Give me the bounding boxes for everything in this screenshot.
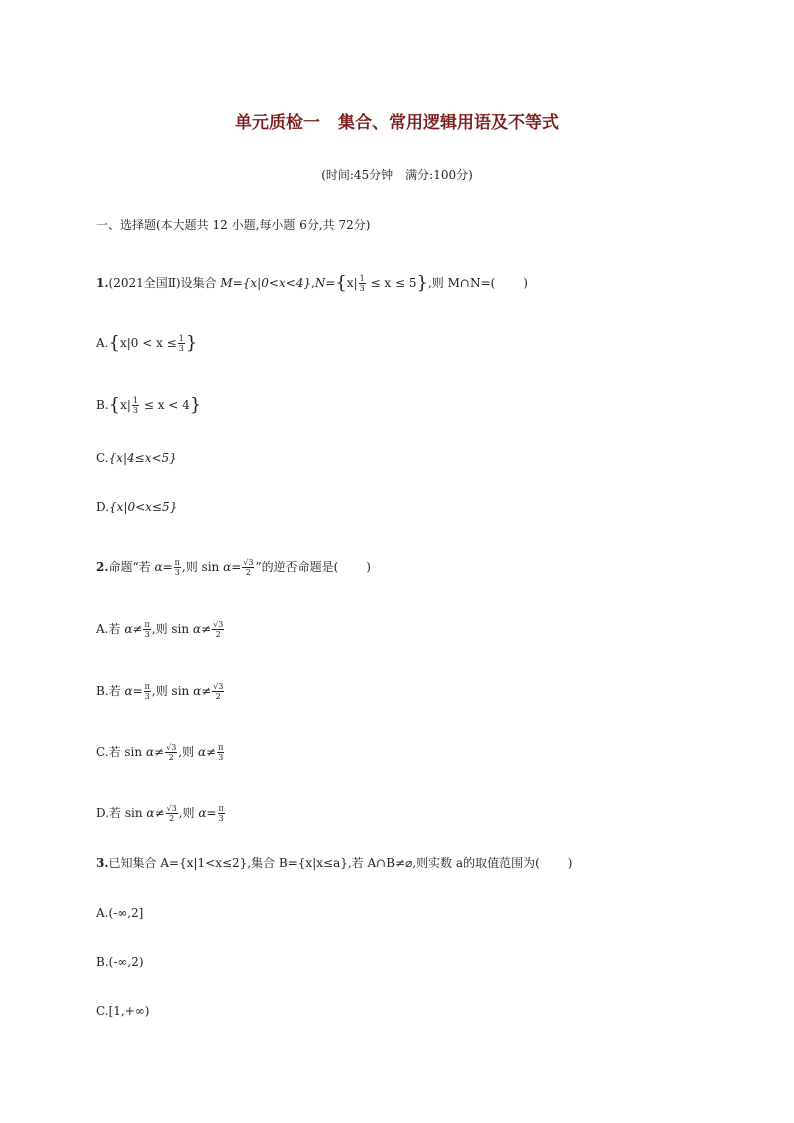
question-text: ,则 M∩N=( (427, 276, 496, 290)
question-text: ”的逆否命题是( (255, 560, 339, 574)
option-text: ,则 (178, 806, 199, 820)
numerator: π (174, 558, 180, 567)
not-equal-sign: ≠ (154, 806, 165, 820)
close-paren: ) (523, 276, 528, 290)
fraction (178, 334, 185, 353)
option-text: 若 (108, 684, 125, 698)
fraction (212, 682, 224, 701)
numerator: π (218, 804, 224, 813)
not-equal-sign: ≠ (132, 622, 143, 636)
option-label: D. (96, 806, 110, 820)
numerator: π (144, 620, 150, 629)
question-text: 已知集合 A={x|1<x≤2},集合 B={x|x≤a},若 A∩B≠⌀,则实数 a的取值范围为( (108, 856, 540, 870)
numerator: 1 (359, 274, 365, 283)
equals-sign: = (162, 560, 173, 574)
option-3a (96, 907, 143, 919)
option-1b: B.{x| $\frac{1}{3}$ ≤ x < 4} (96, 394, 202, 416)
fraction (132, 396, 139, 415)
numerator: √3 (213, 620, 224, 629)
option-text: 若 (108, 622, 125, 636)
option-text: 0 < x ≤ (130, 336, 177, 350)
option-1c (96, 452, 177, 464)
denominator: 2 (169, 814, 175, 823)
comma: , (310, 276, 315, 290)
question-number: 1. (96, 276, 109, 290)
fraction (166, 804, 178, 823)
right-brace: } (189, 394, 202, 416)
option-text: ,则 (178, 745, 198, 759)
option-label: D. (96, 500, 110, 514)
left-brace: { (108, 332, 120, 354)
option-text: 若 sin (108, 745, 146, 759)
denominator: 3 (144, 692, 150, 701)
numerator: √3 (166, 743, 177, 752)
option-1a: A.{x|0 < x ≤ $\frac{1}{3}$ } (96, 332, 198, 354)
option-3b (96, 956, 144, 968)
not-equal-sign: ≠ (201, 684, 212, 698)
denominator: 3 (218, 814, 224, 823)
fraction (144, 682, 151, 701)
alpha-symbol: α (198, 806, 207, 820)
left-brace: { (108, 394, 121, 416)
denominator: 2 (215, 692, 221, 701)
section-heading: 一、选择题(本大题共 12 小题,每小题 6分,共 72分) (96, 218, 371, 232)
option-text: ,则 sin (151, 684, 194, 698)
close-paren: ) (366, 560, 371, 574)
fraction (165, 743, 177, 762)
denominator: 3 (178, 344, 184, 353)
denominator: 2 (168, 753, 174, 762)
option-label: C. (96, 745, 109, 759)
numerator: 1 (178, 334, 184, 343)
question-source: (2021全国Ⅱ)设集合 (108, 276, 221, 290)
option-label: B. (96, 684, 109, 698)
denominator: 3 (132, 406, 139, 415)
denominator: 3 (218, 753, 224, 762)
alpha-symbol: α (197, 745, 207, 759)
option-1d (96, 501, 177, 513)
equals-sign: = (231, 560, 242, 574)
question-number: 2. (96, 560, 109, 574)
set-n-label: N= (314, 276, 336, 290)
alpha-symbol: α (154, 560, 163, 574)
option-text: (-∞,2] (108, 906, 144, 920)
option-text: 若 sin (109, 806, 147, 820)
equals-sign: = (132, 684, 143, 698)
option-label: A. (96, 906, 109, 920)
denominator: 3 (174, 568, 180, 577)
fraction (217, 743, 224, 762)
option-3c (96, 1005, 149, 1017)
fraction (359, 274, 366, 293)
fraction (242, 558, 254, 577)
alpha-symbol: α (193, 684, 202, 698)
numerator: 1 (132, 396, 139, 405)
question-3 (96, 857, 572, 869)
alpha-symbol: α (223, 560, 232, 574)
set-m: M={x|0<x<4} (220, 276, 311, 290)
option-label: B. (96, 398, 109, 412)
numerator: √3 (166, 804, 177, 813)
alpha-symbol: α (145, 745, 155, 759)
denominator: 2 (245, 568, 251, 577)
option-text: [1,+∞) (108, 1004, 150, 1018)
page-title (0, 108, 794, 133)
fraction (143, 620, 150, 639)
not-equal-sign: ≠ (206, 745, 217, 759)
option-text: {x|4≤x<5} (108, 451, 177, 465)
not-equal-sign: ≠ (154, 745, 165, 759)
alpha-symbol: α (146, 806, 155, 820)
option-2b (96, 682, 225, 701)
variable: x (120, 398, 127, 412)
option-label: B. (96, 955, 109, 969)
right-brace: } (185, 332, 198, 354)
variable: x (119, 336, 127, 350)
question-text: ,则 sin (181, 560, 224, 574)
option-2d (96, 804, 226, 823)
option-label: A. (96, 336, 109, 350)
question-1: 1.(2021全国Ⅱ)设集合 M={x|0<x<4},N={x| $\frac{1}{3}$ ≤ x ≤ 5},则 M∩N=( ) (96, 272, 528, 294)
option-2a (96, 620, 225, 639)
option-text: ≤ x < 4 (143, 398, 190, 412)
option-label: C. (96, 1004, 109, 1018)
right-brace: } (416, 272, 428, 294)
close-paren: ) (567, 856, 573, 870)
denominator: 2 (215, 630, 221, 639)
alpha-symbol: α (124, 684, 133, 698)
title-main: 单元质检一 (235, 113, 320, 133)
option-label: A. (96, 622, 109, 636)
denominator: 3 (359, 284, 365, 293)
alpha-symbol: α (192, 622, 202, 636)
question-text: 命题“若 (108, 560, 155, 574)
fraction (212, 620, 224, 639)
set-n-range: ≤ x ≤ 5 (370, 276, 417, 290)
left-brace: { (335, 272, 347, 294)
exam-info: (时间:45分钟 满分:100分) (321, 168, 473, 182)
option-text: (-∞,2) (108, 955, 144, 969)
not-equal-sign: ≠ (201, 622, 212, 636)
question-number: 3. (96, 856, 109, 870)
equals-sign: = (206, 806, 217, 820)
option-text: {x|0<x≤5} (109, 500, 178, 514)
numerator: √3 (243, 558, 254, 567)
denominator: 3 (144, 630, 150, 639)
fraction (218, 804, 225, 823)
option-label: C. (96, 451, 109, 465)
alpha-symbol: α (124, 622, 133, 636)
option-text: ,则 sin (151, 622, 193, 636)
numerator: π (144, 682, 150, 691)
title-topic: 集合、常用逻辑用语及不等式 (338, 113, 559, 133)
question-2 (96, 558, 371, 577)
fraction (174, 558, 181, 577)
numerator: √3 (213, 682, 224, 691)
option-2c (96, 743, 225, 762)
numerator: π (218, 743, 224, 752)
